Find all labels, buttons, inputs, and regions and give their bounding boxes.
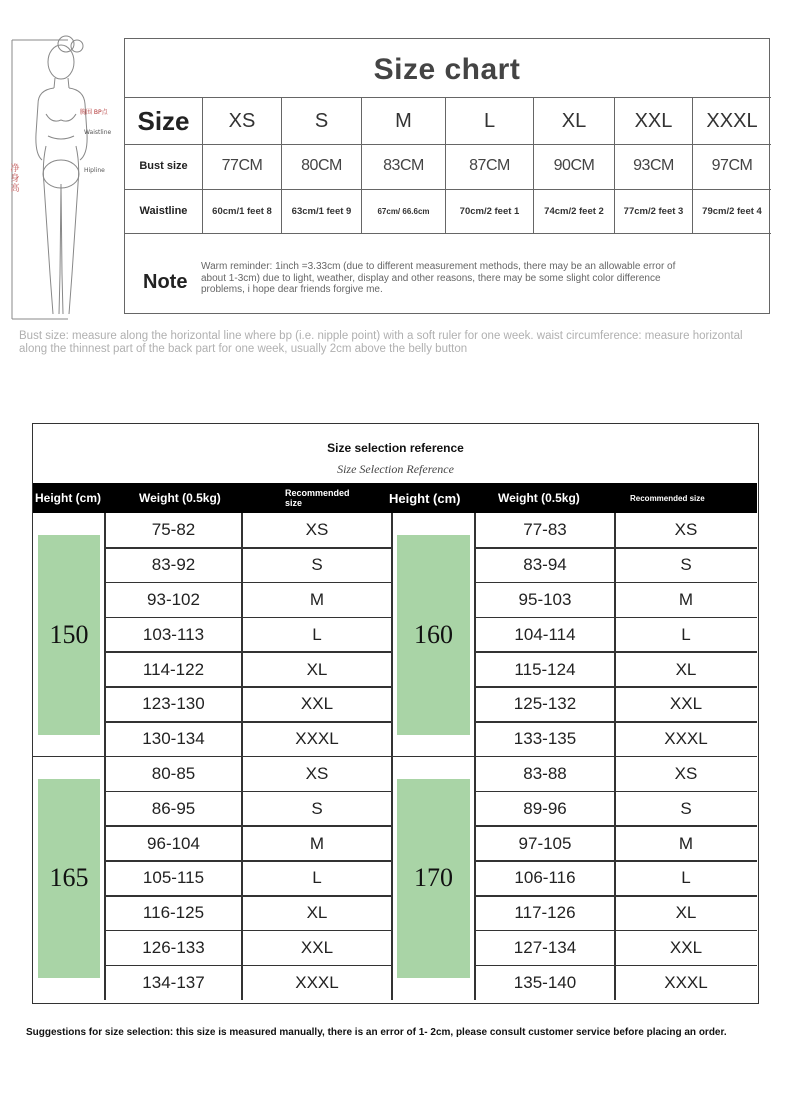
recommended-size-cell: M bbox=[678, 833, 694, 853]
height-column-header: Height (cm) bbox=[389, 490, 461, 506]
recommended-size-cell: XS bbox=[305, 520, 329, 540]
size-cell: M bbox=[362, 98, 446, 144]
recommended-size-cell: L bbox=[681, 624, 691, 644]
height-column-header: Height (cm) bbox=[35, 491, 101, 505]
row-divider bbox=[105, 582, 392, 584]
row-divider bbox=[105, 930, 392, 932]
size-cell: XS bbox=[203, 98, 282, 144]
weight-column-header: Weight (0.5kg) bbox=[139, 491, 221, 505]
row-divider bbox=[475, 791, 757, 793]
note-label: Note bbox=[143, 271, 188, 293]
recommended-size-cell: XXXL bbox=[295, 972, 339, 992]
weight-range-cell: 103-113 bbox=[142, 624, 205, 644]
weight-range-cell: 96-104 bbox=[147, 833, 200, 853]
recommended-size-cell: L bbox=[681, 868, 691, 888]
row-divider bbox=[475, 895, 757, 897]
recommended-column-header: Recommended size bbox=[285, 488, 350, 508]
row-divider bbox=[105, 895, 392, 897]
recommended-size-cell: M bbox=[309, 589, 325, 609]
size-cell: XXXL bbox=[706, 109, 758, 132]
waist-header: Waistline bbox=[125, 189, 203, 233]
recommended-size-cell: XXL bbox=[669, 937, 703, 957]
row-divider bbox=[475, 860, 757, 862]
bust-cell: 80CM bbox=[282, 143, 362, 189]
row-divider bbox=[105, 721, 392, 723]
weight-range-cell: 77-83 bbox=[523, 520, 567, 540]
recommended-size-cell: XL bbox=[675, 659, 697, 679]
weight-range-cell: 83-92 bbox=[151, 555, 196, 575]
bust-row bbox=[125, 143, 771, 190]
weight-column-header: Weight (0.5kg) bbox=[498, 491, 580, 505]
recommended-size-cell: XXXL bbox=[664, 729, 708, 749]
weight-range-cell: 117-126 bbox=[514, 903, 576, 923]
weight-range-cell: 89-96 bbox=[523, 798, 567, 818]
weight-range-cell: 125-132 bbox=[513, 694, 577, 714]
recommended-size-cell: XL bbox=[306, 659, 328, 679]
weight-range-cell: 106-116 bbox=[514, 868, 576, 888]
weight-range-cell: 97-105 bbox=[518, 833, 572, 853]
row-divider bbox=[105, 860, 392, 862]
recommended-size-cell: XXXL bbox=[295, 729, 339, 749]
weight-range-cell: 104-114 bbox=[514, 624, 576, 644]
block-divider bbox=[33, 756, 757, 758]
waist-cell: 67cm/ 66.6cm bbox=[362, 189, 446, 233]
weight-range-cell: 83-94 bbox=[523, 555, 567, 575]
weight-range-cell: 75-82 bbox=[151, 520, 196, 540]
recommended-size-cell: XS bbox=[305, 763, 329, 783]
hip-point-label: Hipline bbox=[84, 167, 105, 174]
weight-range-cell: 114-122 bbox=[142, 659, 205, 679]
row-divider bbox=[105, 651, 392, 653]
bust-cell: 77CM bbox=[203, 143, 282, 189]
row-divider bbox=[105, 791, 392, 793]
size-cell: XXL bbox=[615, 98, 693, 144]
weight-range-cell: 134-137 bbox=[142, 972, 205, 992]
weight-range-cell: 80-85 bbox=[151, 763, 196, 783]
row-divider bbox=[475, 547, 757, 549]
row-divider bbox=[475, 582, 757, 584]
recommended-size-cell: S bbox=[680, 798, 692, 818]
size-cell: L bbox=[446, 98, 534, 144]
row-divider bbox=[475, 651, 757, 653]
bust-cell: 83CM bbox=[362, 143, 446, 189]
reference-header-row bbox=[33, 483, 757, 513]
bust-point-label: 胸围 BP点 bbox=[80, 109, 108, 116]
height-vertical-label: 净身高 bbox=[10, 164, 20, 194]
row-divider bbox=[475, 617, 757, 619]
weight-range-cell: 133-135 bbox=[513, 729, 577, 749]
weight-range-cell: 127-134 bbox=[513, 937, 577, 957]
bust-header: Bust size bbox=[125, 143, 203, 189]
weight-range-cell: 116-125 bbox=[142, 903, 205, 923]
reference-subtitle: Size Selection Reference bbox=[337, 462, 454, 476]
weight-range-cell: 126-133 bbox=[142, 937, 205, 957]
row-divider bbox=[105, 547, 392, 549]
bust-cell: 97CM bbox=[711, 157, 753, 174]
size-chart-title: Size chart bbox=[373, 53, 521, 86]
body-sketch-icon bbox=[8, 24, 120, 324]
recommended-size-cell: XS bbox=[674, 763, 698, 783]
recommended-size-cell: L bbox=[312, 868, 322, 888]
recommended-size-cell: XXL bbox=[669, 694, 703, 714]
recommended-size-cell: XS bbox=[674, 520, 698, 540]
bust-cell: 93CM bbox=[615, 143, 693, 189]
size-header: Size bbox=[125, 98, 203, 144]
bust-cell: 87CM bbox=[446, 143, 534, 189]
row-divider bbox=[475, 721, 757, 723]
waist-cell: 79cm/2 feet 4 bbox=[702, 205, 762, 217]
size-row bbox=[125, 97, 771, 145]
row-divider bbox=[105, 825, 392, 827]
row-divider bbox=[105, 965, 392, 967]
waist-cell: 77cm/2 feet 3 bbox=[615, 189, 693, 233]
recommended-size-cell: S bbox=[311, 798, 323, 818]
waist-cell: 63cm/1 feet 9 bbox=[282, 189, 362, 233]
recommended-size-cell: XXL bbox=[300, 937, 334, 957]
note-text: Warm reminder: 1inch =3.33cm (due to different measurement methods, there may be an allowable error of about 1-3cm) due to light, weather, display and other reasons, there may be some slight color difference problems, i hope dear friends forgive me. bbox=[201, 261, 676, 295]
recommended-size-cell: M bbox=[309, 833, 325, 853]
row-divider bbox=[105, 686, 392, 688]
body-figure bbox=[8, 24, 120, 324]
recommended-size-cell: XL bbox=[675, 903, 697, 923]
recommended-size-cell: XL bbox=[306, 903, 328, 923]
bust-cell: 90CM bbox=[534, 143, 615, 189]
row-divider bbox=[475, 965, 757, 967]
size-chart bbox=[124, 38, 770, 314]
measurement-instructions: Bust size: measure along the horizontal line where bp (i.e. nipple point) with a soft ruler for one week. waist circumference: measure horizontal along the thinnest part of the back part for one week, usually 2cm above the belly button bbox=[19, 330, 743, 355]
weight-range-cell: 115-124 bbox=[514, 659, 576, 679]
waist-cell: 74cm/2 feet 2 bbox=[534, 189, 615, 233]
weight-range-cell: 123-130 bbox=[142, 694, 205, 714]
height-value: 165 bbox=[49, 863, 89, 893]
recommended-size-cell: S bbox=[311, 555, 323, 575]
row-divider bbox=[475, 825, 757, 827]
recommended-size-cell: M bbox=[678, 589, 694, 609]
height-value: 170 bbox=[414, 863, 453, 893]
weight-range-cell: 130-134 bbox=[142, 729, 205, 749]
row-divider bbox=[105, 617, 392, 619]
weight-range-cell: 105-115 bbox=[142, 868, 205, 888]
waist-row bbox=[125, 189, 771, 234]
height-value: 150 bbox=[49, 619, 89, 649]
size-selection-table bbox=[32, 423, 759, 1004]
waist-point-label: Waistline bbox=[84, 129, 112, 136]
height-value: 160 bbox=[414, 619, 453, 649]
recommended-size-cell: XXXL bbox=[664, 972, 708, 992]
reference-title: Size selection reference bbox=[327, 441, 464, 455]
weight-range-cell: 86-95 bbox=[151, 798, 196, 818]
row-divider bbox=[475, 930, 757, 932]
weight-range-cell: 93-102 bbox=[147, 589, 200, 609]
weight-range-cell: 135-140 bbox=[513, 972, 577, 992]
waist-cell: 70cm/2 feet 1 bbox=[446, 189, 534, 233]
size-cell: XL bbox=[534, 98, 615, 144]
row-divider bbox=[475, 686, 757, 688]
recommended-size-cell: XXL bbox=[300, 694, 334, 714]
size-cell: S bbox=[282, 98, 362, 144]
weight-range-cell: 95-103 bbox=[518, 589, 572, 609]
waist-cell: 60cm/1 feet 8 bbox=[203, 189, 282, 233]
footer-note: Suggestions for size selection: this size is measured manually, there is an error of 1- 2cm, please consult customer service before placing an order. bbox=[26, 1027, 727, 1038]
weight-range-cell: 83-88 bbox=[523, 763, 567, 783]
recommended-size-cell: S bbox=[680, 555, 692, 575]
recommended-column-header: Recommended size bbox=[630, 493, 705, 503]
recommended-size-cell: L bbox=[312, 624, 322, 644]
